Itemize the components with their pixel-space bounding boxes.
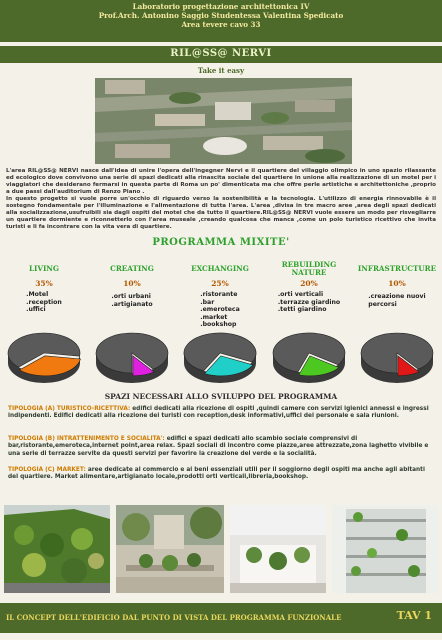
category-creating (88, 259, 176, 310)
intro-paragraph-2: In questo progetto si vuole porre un'occhio di riguardo verso la sostenibilità e la tecnologia. L'utilizzo di energia rinnovabile è il sostegno fondamentale per l'illuminazione e l'alimentazione di tutta l'area. L'area ,divisa in tre macro aree ,area degli spazi dedicati alla socializzazione,usufruibili sia dagli ospiti del motel che da tutto il quartiere.RIL@SS@ NERVI vuole essere un modo per risvegliarre un quartiere dormiente e riconnetterlo con l'area museale ,creando qualcosa che manca ,come un polo turistico ricettivo che invita turisti e li fa incontrare con la vita vera di quartiere. (6, 196, 436, 230)
list-item: .artigianato (111, 301, 153, 308)
category-name: REBUILDING NATURE (281, 260, 337, 277)
list-item: .terrazze giardino (277, 298, 341, 306)
photo-green-wall (4, 505, 110, 593)
intro-paragraph-1: L'area RIL@SS@ NERVI nasce dall'idea di unire l'opera dell'ingegner Nervi e il quartiere del villaggio olimpico in uno spazio rilassante ed ecologico dove convivono una serie di spazi dedicati alla rinascita sociale del quartiere in unione alla realizzazione di un motel per i viaggiatori che desiderano fermarsi in questa parte di Roma un po' dimenticata ma che offre perle artistiche e architettoniche ,proprio a due passi dall'auditorium di Renzo Piano . (6, 168, 436, 195)
photo-urban-garden (116, 505, 224, 593)
list-item: .uffici (26, 306, 46, 314)
header-course: Laboratorio progettazione architettonica IV (132, 2, 310, 11)
category-name: LIVING (28, 264, 60, 273)
category-rebuilding-nature (265, 259, 353, 315)
category-items (368, 293, 425, 308)
list-item: .emeroteca (200, 306, 240, 314)
sheet-number: TAV 1 (396, 609, 432, 622)
tipologia-text: aree dedicate al commercio e ai beni essenziali utili per il soggiorno degli ospiti ma anche agli abitanti del quartiere. Market alimentare,artigianato locale,prodotti orti verticali,libreria,bookshop. (8, 467, 425, 481)
programma-heading: PROGRAMMA MIXITE' (152, 237, 290, 248)
spazi-heading: SPAZI NECESSARI ALLO SVILUPPO DEL PROGRAMMA (104, 392, 338, 401)
pie-chart-rebuilding-nature (270, 325, 348, 387)
aerial-photo (95, 78, 352, 164)
intro-text (6, 168, 436, 231)
list-item: .orti urbani (111, 293, 151, 301)
category-percent: 25% (211, 279, 229, 288)
category-percent: 35% (35, 279, 53, 288)
list-item: .ristorante (200, 291, 238, 298)
tipologia-label: TIPOLOGIA (A) TURISTICO-RICETTIVA: (8, 406, 131, 412)
category-items (111, 293, 152, 308)
list-item: .bookshop (200, 321, 237, 329)
category-percent: 10% (388, 279, 406, 288)
photo-courtyard (230, 505, 326, 593)
category-exchanging (176, 259, 264, 330)
pie-chart-infrastructure (358, 325, 436, 387)
category-items (200, 291, 240, 329)
pie-slice-rest (361, 333, 433, 373)
category-name: CREATING (110, 264, 154, 273)
pie-chart-exchanging (181, 325, 259, 387)
list-item: .orti verticali (277, 291, 324, 298)
footer (0, 603, 442, 633)
tipologia-a (8, 406, 436, 421)
project-title: RIL@SS@ NERVI (170, 48, 272, 59)
category-percent: 10% (123, 279, 141, 288)
title-bar (0, 46, 442, 63)
list-item: .reception (26, 298, 62, 306)
photo-vertical-garden-building (332, 505, 438, 593)
list-item: percorsi (368, 301, 397, 308)
tipologia-label: TIPOLOGIA (C) MARKET: (8, 467, 86, 473)
list-item: .bar (200, 298, 215, 306)
category-percent: 20% (300, 279, 318, 288)
pie-chart-creating (93, 325, 171, 387)
tipologia-text: edifici e spazi dedicati allo scambio sociale comprensivi di bar,ristorante,emeroteca,internet point,area relax. Spazi sociali di incontro come piazze,aree attrezzate,zona laghetto vivibile e una serie di terrazze servite da questi servizi per favorire la creazione del verde e la socialità. (8, 436, 429, 457)
pie-chart-living (5, 325, 83, 387)
project-subtitle: Take it easy (197, 66, 245, 75)
category-infrastructure (353, 259, 441, 310)
list-item: .creazione nuovi (368, 293, 426, 301)
pie-slice-rest (96, 333, 168, 373)
tipologia-text: edifici dedicati alla ricezione di ospiti ,quindi camere con servizi igienici annessi e ingressi indipendenti. Edifici dedicati alla ricezione dei turisti con reception,desk informativi,uffici del personale e sala riunioni. (8, 406, 429, 420)
tipologia-b (8, 436, 436, 458)
category-items (26, 291, 62, 314)
category-living (0, 259, 88, 315)
tipologia-label: TIPOLOGIA (B) INTRATTENIMENTO E SOCIALITA': (8, 436, 165, 442)
list-item: .Motel (26, 291, 49, 298)
footer-caption: IL CONCEPT DELL'EDIFICIO DAL PUNTO DI VISTA DEL PROGRAMMA FUNZIONALE (6, 613, 342, 622)
category-name: EXCHANGING (191, 264, 249, 273)
header (0, 0, 442, 42)
header-authors: Prof.Arch. Antonino Saggio Studentessa Valentina Spedicato (98, 11, 344, 20)
list-item: .market (200, 313, 228, 321)
category-name: INFRASTRUCTURE (357, 264, 437, 273)
header-area: Area tevere cavo 33 (181, 20, 261, 29)
tipologia-c (8, 467, 436, 482)
category-items (278, 291, 340, 314)
list-item: .tetti giardino (277, 306, 327, 314)
